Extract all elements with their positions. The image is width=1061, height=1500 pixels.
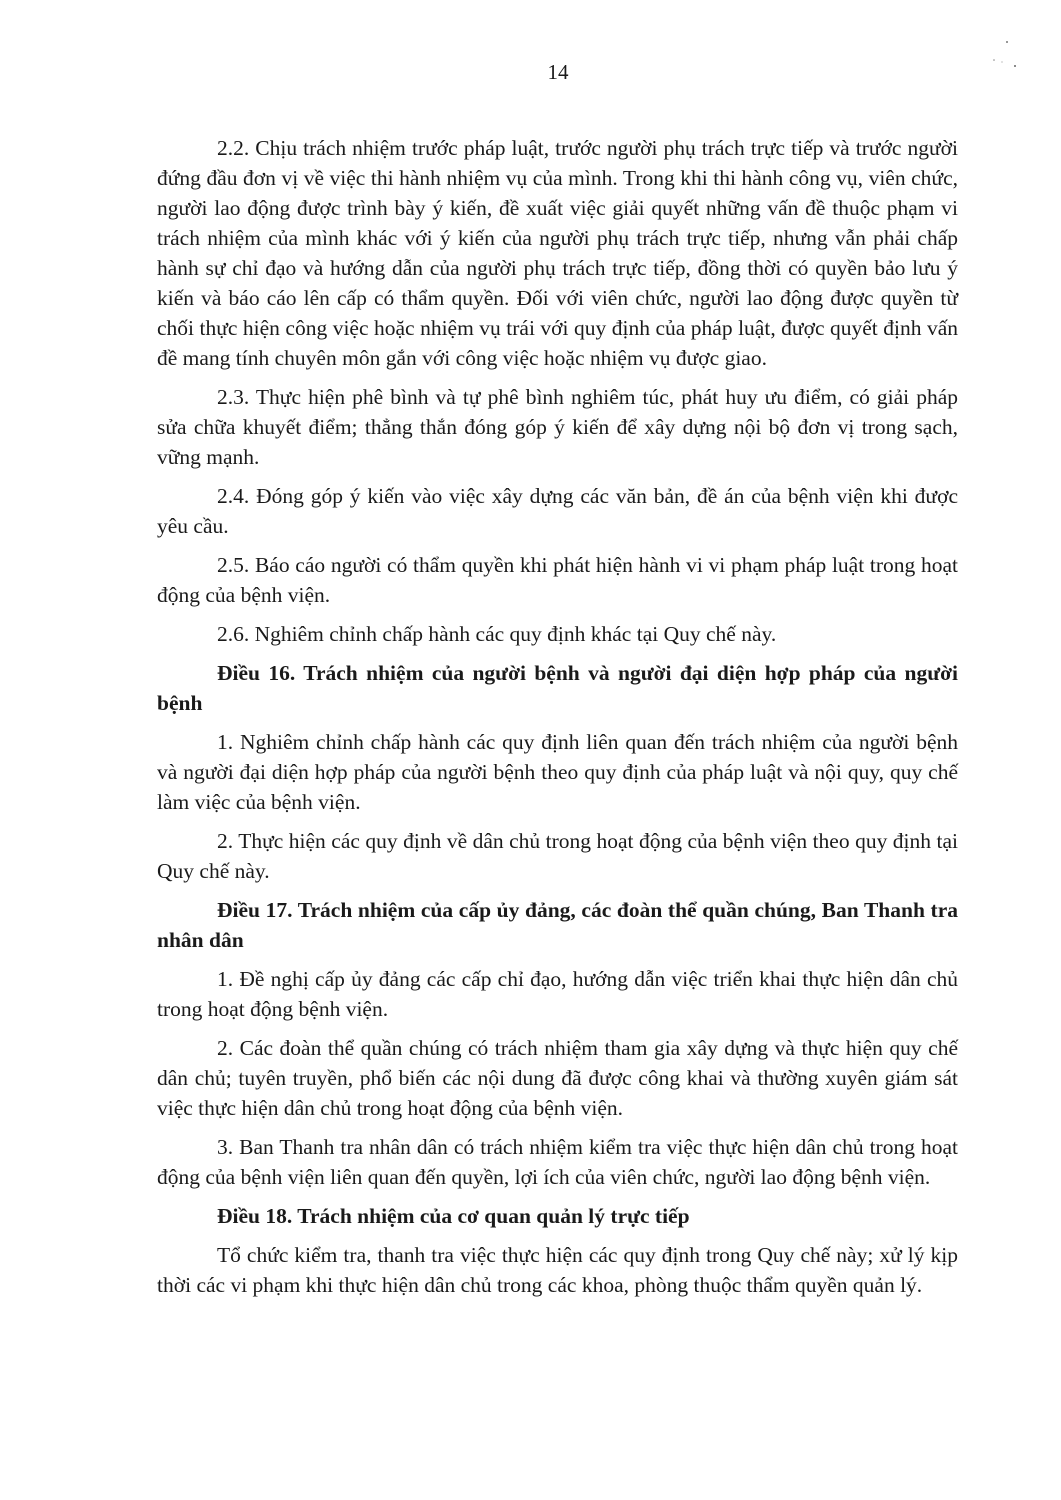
article-16-clause-1: 1. Nghiêm chỉnh chấp hành các quy định liên quan đến trách nhiệm của người bệnh và người đại diện hợp pháp của người bệnh theo quy định của pháp luật và nội quy, quy chế làm việc của bệnh viện. xyxy=(157,730,958,814)
article-17-clause-3: 3. Ban Thanh tra nhân dân có trách nhiệm kiểm tra việc thực hiện dân chủ trong hoạt động của bệnh viện liên quan đến quyền, lợi ích của viên chức, người lao động bệnh viện. xyxy=(157,1135,958,1189)
paragraph-2-3: 2.3. Thực hiện phê bình và tự phê bình nghiêm túc, phát huy ưu điểm, có giải pháp sửa chữa khuyết điểm; thẳng thắn đóng góp ý kiến để xây dựng nội bộ đơn vị trong sạch, vững mạnh. xyxy=(157,385,958,469)
article-16-clause-2: 2. Thực hiện các quy định về dân chủ trong hoạt động của bệnh viện theo quy định tại Quy chế này. xyxy=(157,829,958,883)
paragraph-2-2: 2.2. Chịu trách nhiệm trước pháp luật, trước người phụ trách trực tiếp và trước người đứng đầu đơn vị về việc thi hành nhiệm vụ của mình. Trong khi thi hành công vụ, viên chức, người lao động được trình bày ý kiến, đề xuất việc giải quyết những vấn đề thuộc phạm vi trách nhiệm của mình khác với ý kiến của người phụ trách trực tiếp, nhưng vẫn phải chấp hành sự chỉ đạo và hướng dẫn của người phụ trách trực tiếp, đồng thời có quyền bảo lưu ý kiến và báo cáo lên cấp có thẩm quyền. Đối với viên chức, người lao động được quyền từ chối thực hiện công việc hoặc nhiệm vụ trái với quy định của pháp luật, được quyết định vấn đề mang tính chuyên môn gắn với công việc hoặc nhiệm vụ được giao. xyxy=(157,136,958,370)
paragraph-2-5: 2.5. Báo cáo người có thẩm quyền khi phát hiện hành vi vi phạm pháp luật trong hoạt động của bệnh viện. xyxy=(157,553,958,607)
article-18-heading: Điều 18. Trách nhiệm của cơ quan quản lý trực tiếp xyxy=(217,1204,690,1228)
paragraph-2-6: 2.6. Nghiêm chỉnh chấp hành các quy định khác tại Quy chế này. xyxy=(217,622,777,646)
article-17-clause-2: 2. Các đoàn thể quần chúng có trách nhiệm tham gia xây dựng và thực hiện quy chế dân chủ; tuyên truyền, phổ biến các nội dung đã được công khai và thường xuyên giám sát việc thực hiện dân chủ trong hoạt động của bệnh viện. xyxy=(157,1036,958,1120)
article-16-heading: Điều 16. Trách nhiệm của người bệnh và người đại diện hợp pháp của người bệnh xyxy=(157,661,958,715)
paragraph-2-4: 2.4. Đóng góp ý kiến vào việc xây dựng các văn bản, đề án của bệnh viện khi được yêu cầu. xyxy=(157,484,958,538)
article-18-body: Tổ chức kiểm tra, thanh tra việc thực hiện các quy định trong Quy chế này; xử lý kịp thời các vi phạm khi thực hiện dân chủ trong các khoa, phòng thuộc thẩm quyền quản lý. xyxy=(157,1243,958,1297)
document-body xyxy=(157,133,958,1300)
article-17-heading: Điều 17. Trách nhiệm của cấp ủy đảng, các đoàn thể quần chúng, Ban Thanh tra nhân dân xyxy=(157,898,958,952)
page-number: 14 xyxy=(547,60,569,84)
article-17-clause-1: 1. Đề nghị cấp ủy đảng các cấp chỉ đạo, hướng dẫn việc triển khai thực hiện dân chủ trong hoạt động bệnh viện. xyxy=(157,967,958,1021)
